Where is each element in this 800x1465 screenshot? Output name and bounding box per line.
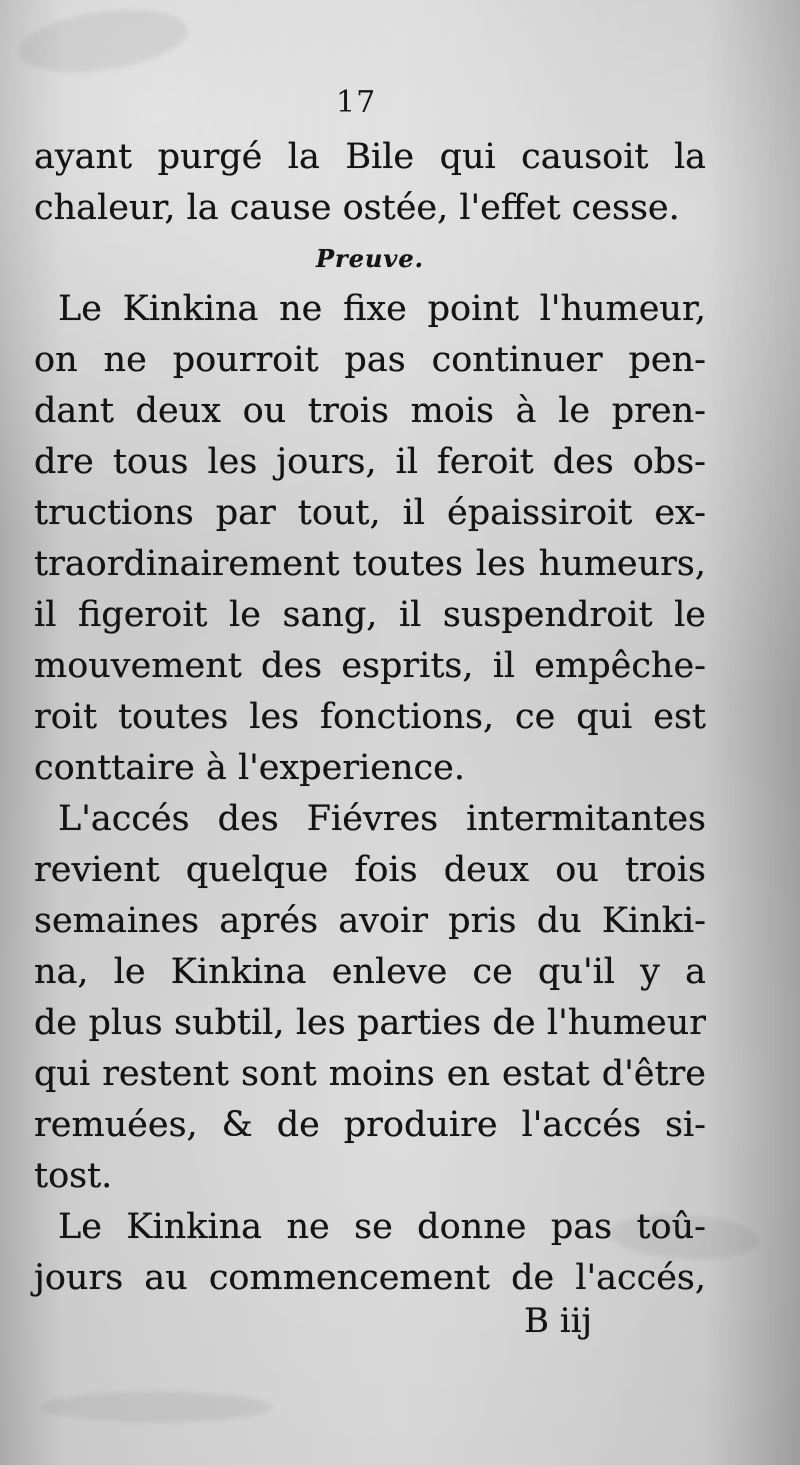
text-line: na, le Kinkina enleve ce qu'il y a (34, 952, 706, 992)
page-text (34, 132, 706, 1304)
text-line: on ne pourroit pas continuer pen- (34, 340, 706, 380)
text-line: conttaire à l'experience. (34, 748, 465, 788)
text-line: remuées, & de produire l'accés si- (34, 1105, 706, 1145)
paper-stain (42, 1392, 272, 1422)
text-line: tost. (34, 1156, 113, 1196)
text-line: Le Kinkina ne fixe point l'humeur, (58, 289, 706, 329)
text-line: L'accés des Fiévres intermitantes (58, 799, 706, 839)
text-line: dre tous les jours, il feroit des obs- (34, 442, 706, 482)
text-line: dant deux ou trois mois à le pren- (34, 391, 706, 431)
page-number: 17 (336, 85, 377, 120)
text-line: ayant purgé la Bile qui causoit la (34, 137, 706, 177)
text-line: mouvement des esprits, il empêche- (34, 646, 706, 686)
text-line: roit toutes les fonctions, ce qui est (34, 697, 706, 737)
text-line: traordinairement toutes les humeurs, (34, 544, 706, 584)
text-line: il figeroit le sang, il suspendroit le (34, 595, 706, 635)
printer-signature: B iij (524, 1301, 593, 1341)
text-line: semaines aprés avoir pris du Kinki- (34, 901, 706, 941)
text-line: chaleur, la cause ostée, l'effet cesse. (34, 188, 680, 228)
section-heading: Preuve. (316, 244, 424, 273)
text-line: tructions par tout, il épaissiroit ex- (34, 493, 706, 533)
text-line: revient quelque fois deux ou trois (34, 850, 706, 890)
text-line: jours au commencement de l'accés, (34, 1258, 706, 1298)
paper-stain (15, 0, 191, 81)
text-line: Le Kinkina ne se donne pas toû- (58, 1207, 706, 1247)
text-line: de plus subtil, les parties de l'humeur (34, 1003, 706, 1043)
text-line: qui restent sont moins en estat d'être (34, 1054, 706, 1094)
